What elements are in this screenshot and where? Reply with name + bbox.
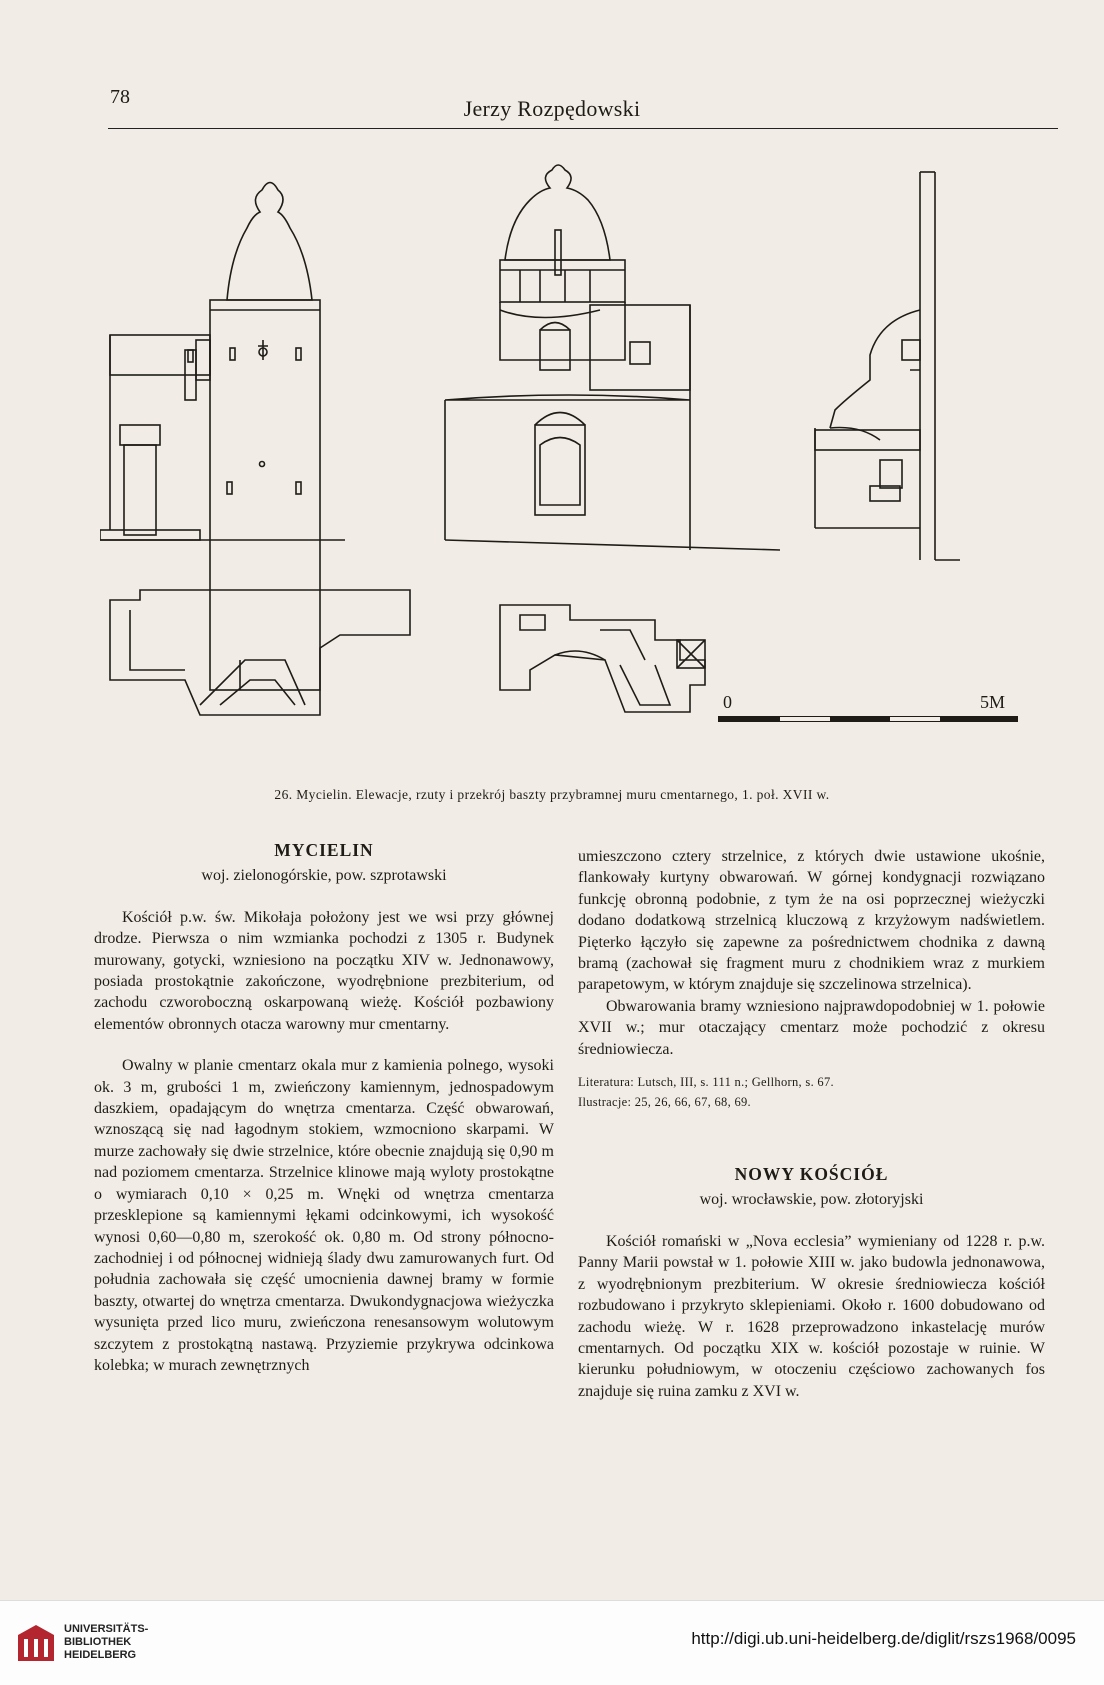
references xyxy=(578,1072,1045,1112)
plan-left xyxy=(110,590,410,715)
scale-start-label: 0 xyxy=(723,692,732,712)
university-library-logo-icon xyxy=(14,1621,58,1665)
section-title-nowy-kosciol: NOWY KOŚCIÓŁ xyxy=(734,1164,889,1185)
paragraph-gap xyxy=(94,1035,554,1055)
page-number: 78 xyxy=(110,86,130,108)
library-name xyxy=(64,1623,148,1662)
left-column xyxy=(94,840,554,1376)
illustrations-line: Ilustracje: 25, 26, 66, 67, 68, 69. xyxy=(578,1095,751,1110)
section-nowy-kosciol xyxy=(578,1164,1045,1402)
section-subtitle-nowy-kosciol: woj. wrocławskie, pow. złotoryjski xyxy=(699,1191,924,1209)
right-column xyxy=(578,846,1045,1402)
header-rule xyxy=(108,128,1058,129)
scale-end-label: 5M xyxy=(980,692,1006,712)
section-subtitle-mycielin: woj. zielonogórskie, pow. szprotawski xyxy=(201,867,447,885)
literature-line: Literatura: Lutsch, III, s. 111 n.; Gellhorn, s. 67. xyxy=(578,1075,834,1090)
permalink-url[interactable]: http://digi.ub.uni-heidelberg.de/diglit/rszs1968/0095 xyxy=(691,1629,1076,1648)
paragraph: Owalny w planie cmentarz okala mur z kamienia polnego, wysoki ok. 3 m, grubości 1 m, zwieńczony kamiennym, jednospadowym daszkiem, opadającym do wnętrza cmentarza. Część obwarowań, wznoszącą się nad łagodnym stokiem, wzmocniono skarpami. W murze zachowały się dwie strzelnice, które obecnie znajdują się 0,90 m nad poziomem cmentarza. Strzelnice klinowe mają wyloty prostokątne o wymiarach 0,10 × 0,25 m. Wnęki od wnętrza cmentarza przesklepione są kamiennymi łękami odcinkowymi, ich wysokość wynosi 0,60—0,80 m, szerokość ok. 0,80 m. Od strony północno-zachodniej i od północnej widnieją ślady dwu zamurowanych furt. Od południa zachowała się część umocnienia dawnej bramy w formie baszty, otwartej do wnętrza cmentarza. Dwukondygnacjowa wieżyczka wysunięta przed lico muru, zwieńczona renesansowym wolutowym szczytem z prostokątną nastawą. Przyziemie przykrywa odcinkowa kolebka; w murach zewnętrznych xyxy=(94,1057,554,1374)
gatehouse-elevation-center xyxy=(445,165,780,550)
section-title-mycielin: MYCIELIN xyxy=(274,840,374,860)
footer-bar xyxy=(0,1600,1104,1685)
architectural-drawing xyxy=(100,160,1080,778)
tower-elevation-left xyxy=(100,183,345,691)
paragraph: Kościół p.w. św. Mikołaja położony jest we wsi przy głównej drodze. Pierwsza o nim wzmianka pochodzi z 1305 r. Budynek murowany, gotycki, wzniesiono na początku XIV w. Jednonawowy, posiada prostokątnie zakończone, wyodrębnione prezbiterium, od zachodu czworoboczną oskarpowaną wieżę. Kościół pozbawiony elementów obronnych otacza warowny mur cmentarny. xyxy=(94,908,554,1033)
library-name-line: HEIDELBERG xyxy=(64,1649,137,1661)
plan-center xyxy=(500,605,705,712)
figure-caption: 26. Mycielin. Elewacje, rzuty i przekrój baszty przybramnej muru cmentarnego, 1. poł. XVII w. xyxy=(274,787,830,802)
library-name-line: BIBLIOTHEK xyxy=(64,1636,132,1648)
paragraph: Obwarowania bramy wzniesiono najprawdopodobniej w 1. połowie XVII w.; mur otaczający cmentarz może pochodzić z okresu średniowiecza. xyxy=(578,997,1045,1058)
scale-bar xyxy=(718,692,1018,722)
running-head: Jerzy Rozpędowski xyxy=(463,96,641,121)
library-name-line: UNIVERSITÄTS- xyxy=(64,1623,149,1635)
paragraph: umieszczono cztery strzelnice, z których dwie ustawione ukośnie, flankowały kurtyny obwarowań. W górnej kondygnacji rozwiązano funkcję obronną podobnie, z tym że na osi poprzecznej wieżyczki dodano dodatkową strzelnicą kluczową z krzyżowym nadświetlem. Pięterko łączyło się zapewne za pośrednictwem chodnika z dawną bramą (zachował się fragment muru z chodnikiem wraz z murkiem parapetowym, w którym znajduje się szczelinowa strzelnica). xyxy=(578,848,1045,994)
section-right xyxy=(815,172,960,560)
paragraph: Kościół romański w „Nova ecclesia” wymieniany od 1228 r. p.w. Panny Marii powstał w 1. połowie XIII w. jako budowla jednonawowa, z wyodrębnionym prezbiterium. W okresie średniowiecza kościół rozbudowano i przykryto sklepieniami. Około r. 1600 dobudowano od zachodu wieżę. W r. 1628 przeprowadzono inkastelację murów cmentarnych. Od początku XIX w. kościół pozostaje w ruinie. W kierunku południowym, w otoczeniu częściowo zachowanych fos znajduje się ruina zamku z XVI w. xyxy=(578,1232,1045,1400)
